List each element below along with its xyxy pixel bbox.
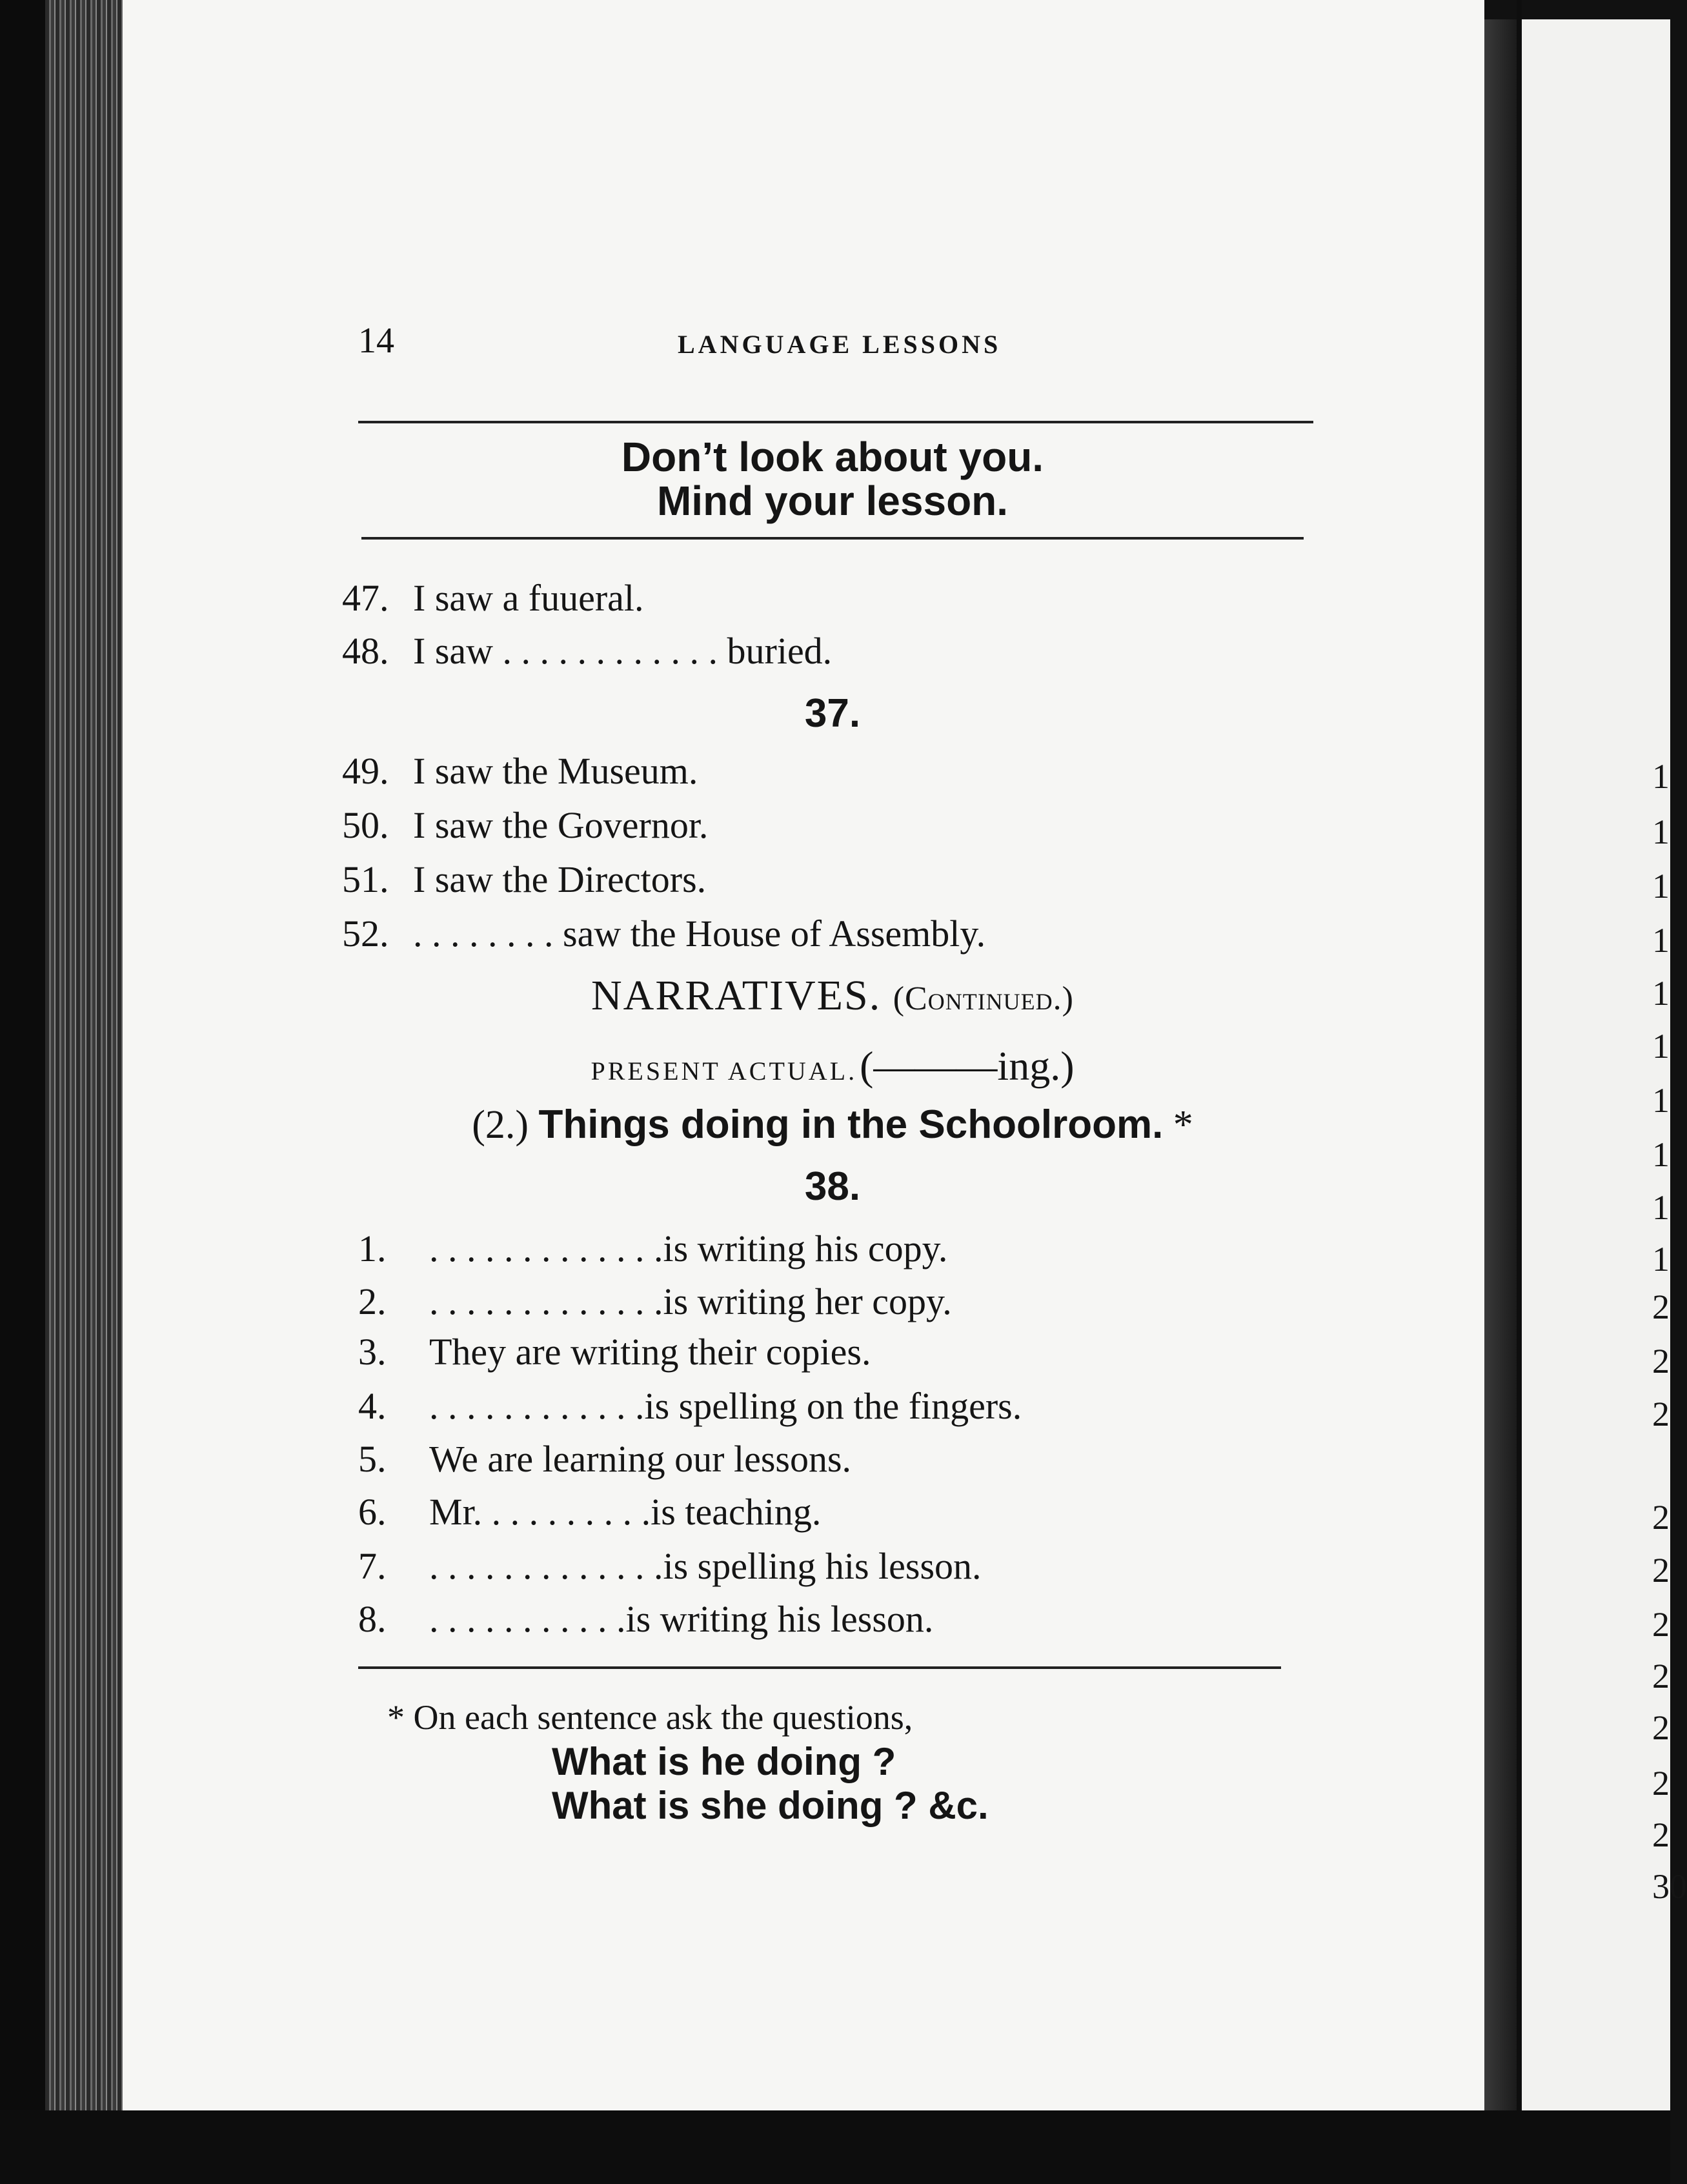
running-title: LANGUAGE LESSONS bbox=[678, 330, 1002, 359]
adjacent-page-number: 2 bbox=[1652, 1708, 1670, 1747]
adjacent-page-number: 1 bbox=[1652, 1135, 1670, 1174]
adjacent-page-number: 2 bbox=[1652, 1498, 1670, 1537]
section-heading-38: 38. bbox=[804, 1164, 861, 1209]
motto-rule bbox=[361, 537, 1304, 540]
adjacent-page-number: 1 bbox=[1652, 974, 1670, 1013]
list-item: 3. They are writing their copies. bbox=[358, 1331, 871, 1373]
list-item: 47. I saw a fuueral. bbox=[342, 577, 644, 619]
adjacent-page-number: 1 bbox=[1652, 1081, 1670, 1120]
narratives-heading: NARRATIVES. (Continued.) bbox=[591, 972, 1074, 1019]
footnote-question-1: What is he doing ? bbox=[552, 1740, 896, 1783]
adjacent-page-number: 1 bbox=[1652, 757, 1670, 796]
footnote-question-2: What is she doing ? &c. bbox=[552, 1784, 989, 1827]
adjacent-page-number: 2 bbox=[1652, 1815, 1670, 1854]
adjacent-page-number: 2 bbox=[1652, 1342, 1670, 1380]
list-item: 1. . . . . . . . . . . . . .is writing his copy. bbox=[358, 1228, 948, 1269]
header-rule bbox=[358, 421, 1313, 423]
list-item: 4. . . . . . . . . . . . .is spelling on the fingers. bbox=[358, 1385, 1022, 1427]
list-item: 50. I saw the Governor. bbox=[342, 804, 709, 846]
adjacent-page-number: 1 bbox=[1652, 867, 1670, 905]
adjacent-page-number: 2 bbox=[1652, 1395, 1670, 1433]
adjacent-page-number: 1 bbox=[1652, 1188, 1670, 1227]
adjacent-page-number: 2 bbox=[1652, 1551, 1670, 1590]
motto-line-2: Mind your lesson. bbox=[656, 478, 1009, 524]
motto-line-1: Don’t look about you. bbox=[621, 434, 1044, 480]
book-spine bbox=[1484, 19, 1517, 2117]
list-item: 5. We are learning our lessons. bbox=[358, 1438, 852, 1480]
adjacent-page-number: 2 bbox=[1652, 1288, 1670, 1326]
list-item: 48. I saw . . . . . . . . . . . . buried. bbox=[342, 630, 833, 672]
list-item: 49. I saw the Museum. bbox=[342, 750, 698, 792]
adjacent-page-number: 1 bbox=[1652, 1027, 1670, 1066]
section-heading-37: 37. bbox=[804, 691, 861, 736]
footnote-rule bbox=[358, 1666, 1281, 1669]
present-actual-line: PRESENT ACTUAL. (———ing.) bbox=[591, 1043, 1075, 1089]
list-item: 2. . . . . . . . . . . . . .is writing her copy. bbox=[358, 1280, 952, 1322]
adjacent-page-number: 2 bbox=[1652, 1657, 1670, 1695]
adjacent-page bbox=[1522, 19, 1670, 2117]
adjacent-page-number: 1 bbox=[1652, 1240, 1670, 1279]
adjacent-page-number: 1 bbox=[1652, 813, 1670, 851]
scan-bottom-border bbox=[0, 2110, 1670, 2184]
list-item: 8. . . . . . . . . . . .is writing his lesson. bbox=[358, 1598, 934, 1640]
adjacent-page-number: 1 bbox=[1652, 921, 1670, 960]
page-number: 14 bbox=[358, 321, 394, 361]
list-item: 6. Mr. . . . . . . . . .is teaching. bbox=[358, 1491, 822, 1533]
adjacent-page-number: 2 bbox=[1652, 1764, 1670, 1803]
schoolroom-subtitle: (2.) Things doing in the Schoolroom. * bbox=[472, 1102, 1193, 1147]
book-page-edges bbox=[45, 0, 123, 2130]
list-item: 52. . . . . . . . . saw the House of Assembly. bbox=[342, 913, 986, 955]
adjacent-page-number: 2 bbox=[1652, 1605, 1670, 1644]
list-item: 7. . . . . . . . . . . . . .is spelling his lesson. bbox=[358, 1545, 982, 1587]
adjacent-page-number: 30 bbox=[1652, 1867, 1687, 1906]
spine-gap bbox=[1517, 0, 1522, 2130]
list-item: 51. I saw the Directors. bbox=[342, 858, 707, 900]
scan-left-border bbox=[0, 0, 45, 2184]
footnote-text: * On each sentence ask the questions, bbox=[387, 1698, 913, 1737]
